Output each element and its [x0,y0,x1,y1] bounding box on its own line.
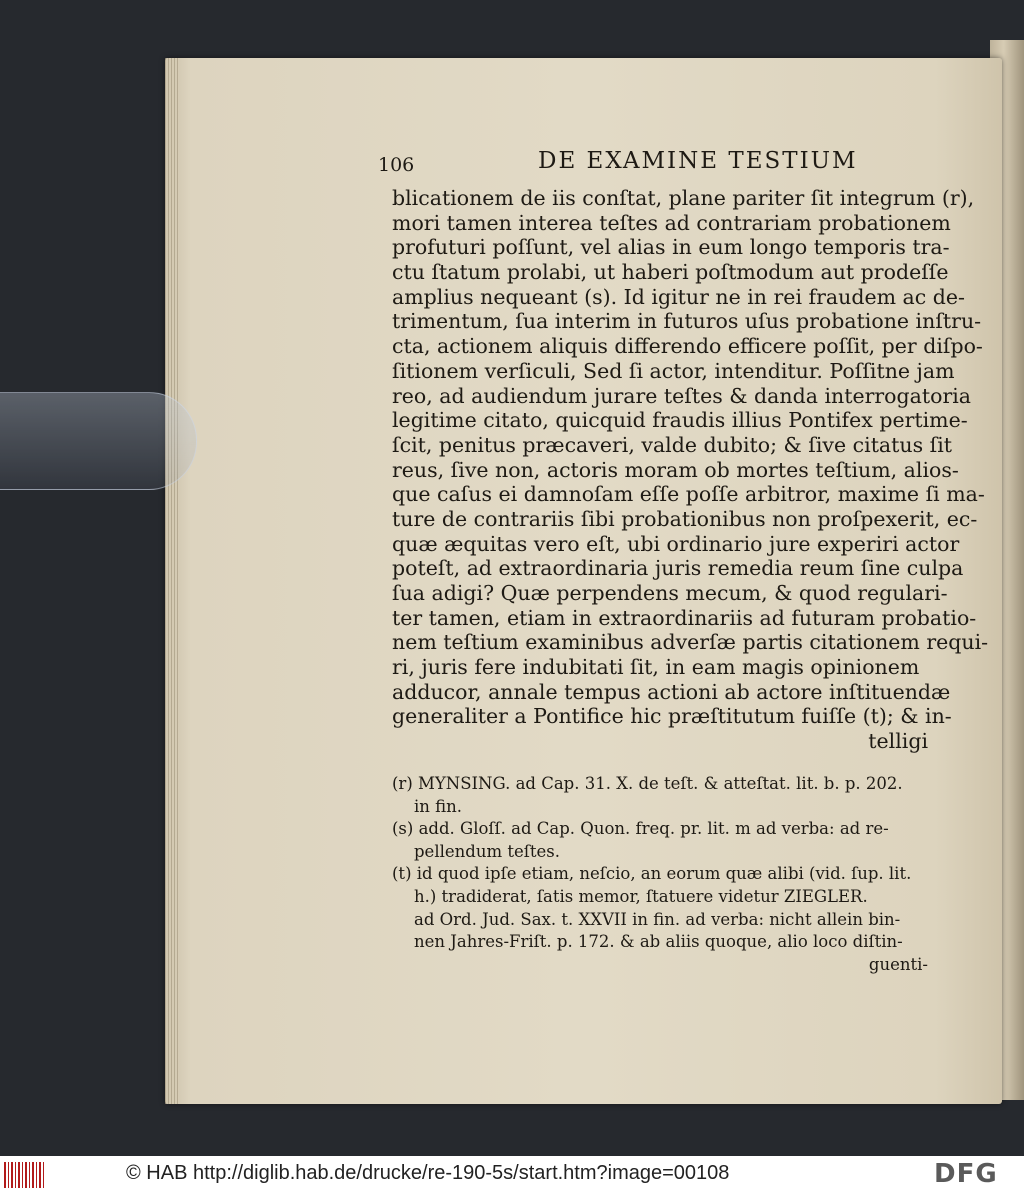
main-text [392,186,989,754]
footnotes [392,773,928,976]
text-line: generaliter a Pontifice hic præſtitutum fuiſſe (t); & in- [392,704,952,729]
footer-bar [0,1156,1024,1194]
text-line: ture de contrariis ſibi probationibus non proſpexerit, ec- [392,506,978,531]
footnote-line: in fin. [414,796,463,816]
text-line: ter tamen, etiam in extraordinariis ad futuram probatio- [392,605,977,630]
footnote-line: (s) add. Gloſſ. ad Cap. Quon. freq. pr. lit. m ad verba: ad re- [392,819,889,839]
footnote-line: pellendum teſtes. [414,841,560,861]
footnote-line: ad Ord. Jud. Sax. t. XXVII in fin. ad verba: nicht allein bin- [414,909,901,929]
text-line: adducor, annale tempus actioni ab actore inſtituendæ [392,679,951,704]
text-line: quæ æquitas vero eſt, ubi ordinario jure experiri actor [392,531,960,556]
text-line: cta, actionem aliquis differendo efficere poſſit, per diſpo- [392,334,983,359]
text-line: ſitionem verſiculi, Sed ſi actor, intenditur. Poſſitne jam [392,358,955,383]
text-line: ri, juris fere indubitati ſit, in eam magis opinionem [392,655,920,680]
text-line: mori tamen interea teſtes ad contrariam probationem [392,210,951,235]
text-line: ctu ſtatum prolabi, ut haberi poſtmodum aut prodeſſe [392,260,949,285]
text-line: reo, ad audiendum jurare teſtes & danda interrogatoria [392,383,972,408]
text-line: nem teſtium examinibus adverſæ partis citationem requi- [392,630,989,655]
page-number: 106 [378,154,415,176]
footnote-line: nen Jahres-Friſt. p. 172. & ab aliis quoque, alio loco diſtin- [414,932,903,952]
text-line: poteſt, ad extraordinaria juris remedia reum ſine culpa [392,556,964,581]
copyright-link[interactable]: © HAB http://diglib.hab.de/drucke/re-190-5s/start.htm?image=00108 [126,1162,730,1184]
footnote-line: (t) id quod ipſe etiam, neſcio, an eorum quæ alibi (vid. ſup. lit. [392,864,912,884]
page-header [378,148,858,184]
text-line: profuturi poſſunt, vel alias in eum longo temporis tra- [392,235,950,260]
catchword: telligi [868,729,928,754]
text-line: reus, ſive non, actoris moram ob mortes teſtium, alios- [392,457,959,482]
footnote-catchword: guenti- [868,954,928,974]
footnote-line: h.) tradiderat, ſatis memor, ſtatuere videtur ZIEGLER. [414,886,868,906]
text-line: ſcit, penitus præcaveri, valde dubito; & ſive citatus ſit [392,432,953,457]
text-line: legitime citato, quicquid fraudis illius Pontifex pertime- [392,408,968,433]
dfg-logo: DFG [934,1159,998,1189]
barcode-icon [4,1162,46,1188]
text-line: trimentum, ſua interim in futuros uſus probatione inſtru- [392,309,982,334]
footnote-line: (r) MYNSING. ad Cap. 31. X. de teſt. & atteſtat. lit. b. p. 202. [392,774,903,793]
glass-page-holder [0,392,197,490]
running-title: DE EXAMINE TESTIUM [538,148,858,174]
text-line: que caſus ei damnoſam eſſe poſſe arbitror, maxime ſi ma- [392,482,985,507]
text-line: ſua adigi? Quæ perpendens mecum, & quod regulari- [392,581,948,605]
text-line: blicationem de iis conſtat, plane pariter ſit integrum (r), [392,186,975,210]
page-stack-edge [165,58,179,1104]
text-line: amplius nequeant (s). Id igitur ne in rei fraudem ac de- [392,284,965,309]
